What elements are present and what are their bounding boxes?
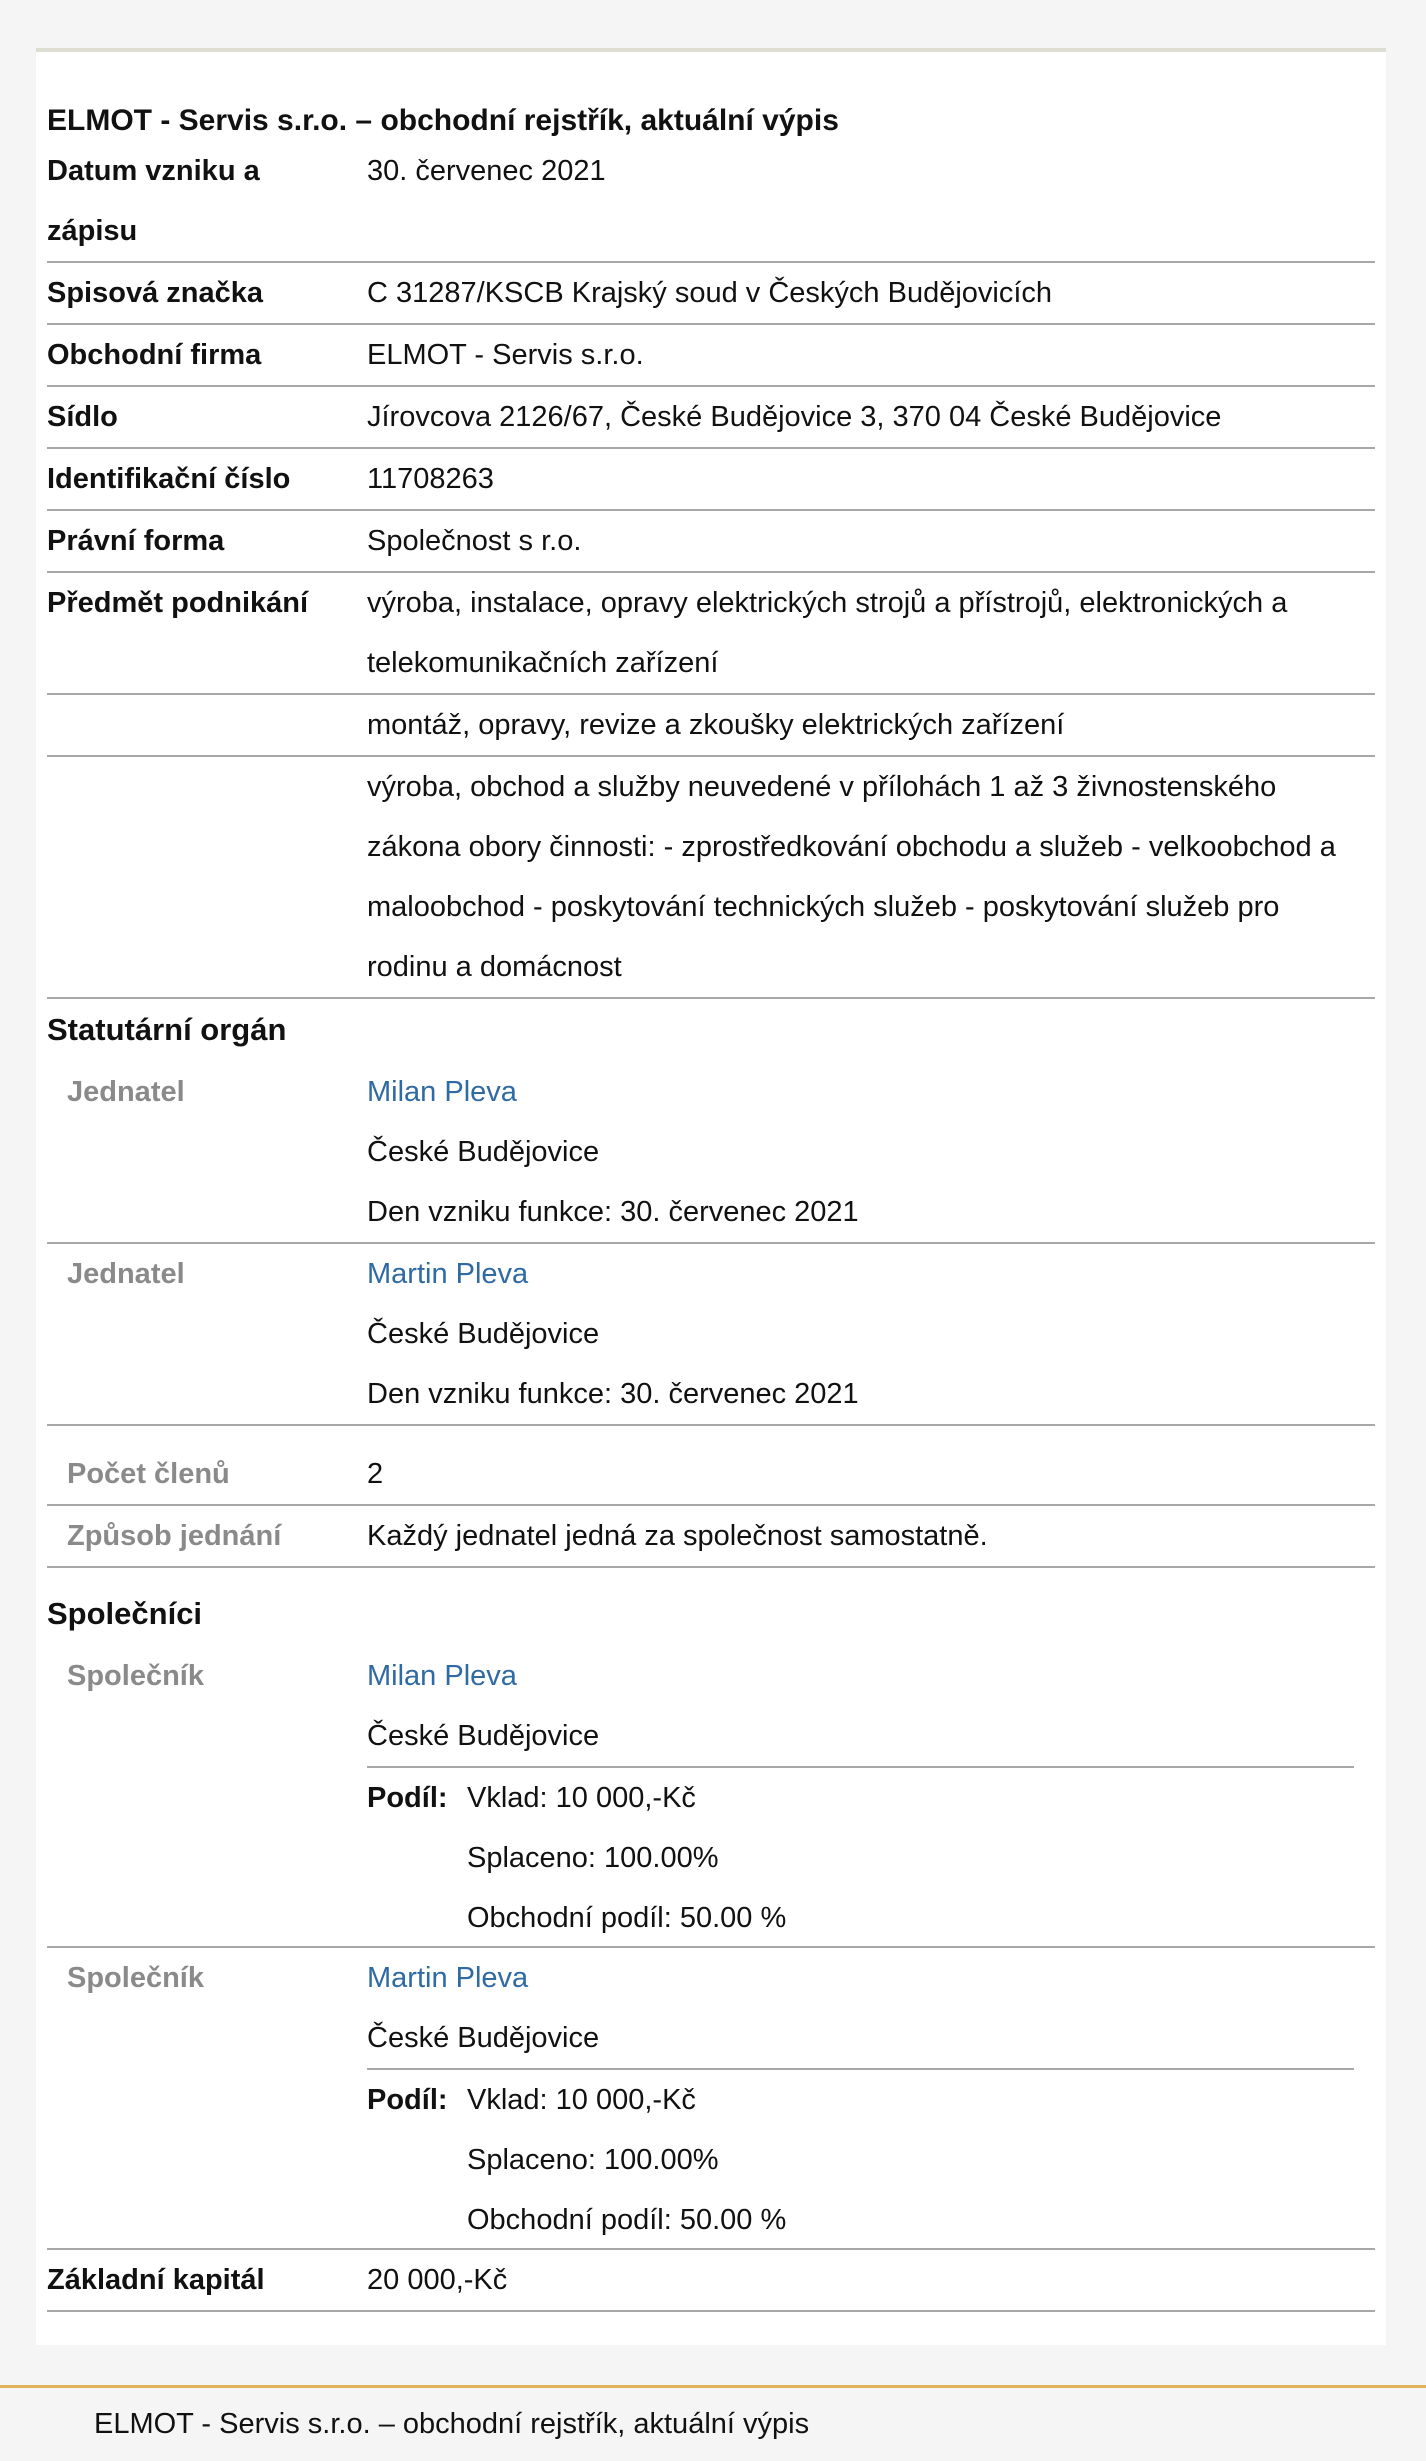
value-jednatel-1 xyxy=(367,1062,1375,1242)
row-pocet-clenu xyxy=(47,1426,1375,1506)
predmet-3-line3: maloobchod - poskytování technických služeb - poskytování služeb pro xyxy=(367,891,1280,923)
spolecnik-2-vklad: Vklad: 10 000,-Kč xyxy=(467,2084,696,2116)
spolecnik-1-obchodni-podil: Obchodní podíl: 50.00 % xyxy=(467,1902,787,1934)
row-jednatel-1 xyxy=(47,1062,1375,1244)
row-pravni-forma xyxy=(47,511,1375,573)
row-identifikacni-cislo xyxy=(47,449,1375,511)
link-spolecnik-2-name[interactable]: Martin Pleva xyxy=(367,1962,529,1994)
footer xyxy=(0,2385,1426,2461)
spolecnik-2-city: České Budějovice xyxy=(367,2022,600,2054)
value-spolecnik-1 xyxy=(367,1646,1375,1766)
row-sidlo xyxy=(47,387,1375,449)
value-zakladni-kapital: 20 000,-Kč xyxy=(367,2264,508,2296)
predmet-2-line1: montáž, opravy, revize a zkoušky elektrických zařízení xyxy=(367,709,1065,741)
predmet-1-line2: telekomunikačních zařízení xyxy=(367,647,719,679)
spolecnik-1-city: České Budějovice xyxy=(367,1720,600,1752)
jednatel-2-city: České Budějovice xyxy=(367,1318,600,1350)
section-title-statutarni-organ: Statutární orgán xyxy=(47,1012,287,1047)
label-predmet-podnikani: Předmět podnikání xyxy=(47,587,309,619)
row-spolecnik-2 xyxy=(47,1948,1375,2250)
label-spolecnik-2: Společník xyxy=(67,1962,204,1994)
row-datum-vzniku xyxy=(47,141,1375,263)
value-predmet-podnikani-2 xyxy=(367,695,1375,755)
label-datum-vzniku-line1: Datum vzniku a xyxy=(47,155,260,187)
label-pocet-clenu: Počet členů xyxy=(67,1458,230,1490)
value-zpusob-jednani: Každý jednatel jedná za společnost samostatně. xyxy=(367,1520,988,1552)
link-jednatel-2-name[interactable]: Martin Pleva xyxy=(367,1258,529,1290)
value-identifikacni-cislo: 11708263 xyxy=(367,463,494,495)
spolecnik-2-share xyxy=(367,2068,1354,2250)
predmet-3-line1: výroba, obchod a služby neuvedené v přílohách 1 až 3 živnostenského xyxy=(367,771,1277,803)
row-predmet-podnikani-3 xyxy=(47,757,1375,999)
value-datum-vzniku: 30. červenec 2021 xyxy=(367,155,606,187)
label-sidlo: Sídlo xyxy=(47,401,118,433)
value-pocet-clenu: 2 xyxy=(367,1458,384,1490)
jednatel-2-since: Den vzniku funkce: 30. červenec 2021 xyxy=(367,1378,859,1410)
predmet-3-line2: zákona obory činnosti: - zprostředkování obchodu a služeb - velkoobchod a xyxy=(367,831,1336,863)
row-spisova-znacka xyxy=(47,263,1375,325)
spolecnik-2-share-label: Podíl: xyxy=(367,2084,448,2116)
label-datum-vzniku-line2: zápisu xyxy=(47,215,138,247)
value-pravni-forma: Společnost s r.o. xyxy=(367,525,582,557)
section-title-spolecnici: Společníci xyxy=(47,1596,203,1631)
link-spolecnik-1-name[interactable]: Milan Pleva xyxy=(367,1660,517,1692)
spolecnik-2-splaceno: Splaceno: 100.00% xyxy=(467,2144,719,2176)
label-pravni-forma: Právní forma xyxy=(47,525,225,557)
label-datum-vzniku xyxy=(47,141,347,261)
row-obchodni-firma xyxy=(47,325,1375,387)
predmet-1-line1: výroba, instalace, opravy elektrických strojů a přístrojů, elektronických a xyxy=(367,587,1288,619)
spolecnik-1-share-label: Podíl: xyxy=(367,1782,448,1814)
row-zpusob-jednani xyxy=(47,1506,1375,1568)
footer-text: ELMOT - Servis s.r.o. – obchodní rejstřík, aktuální výpis xyxy=(94,2408,810,2440)
row-jednatel-2 xyxy=(47,1244,1375,1426)
value-jednatel-2 xyxy=(367,1244,1375,1424)
row-predmet-podnikani-2 xyxy=(47,695,1375,757)
value-sidlo: Jírovcova 2126/67, České Budějovice 3, 370 04 České Budějovice xyxy=(367,401,1222,433)
label-jednatel-1: Jednatel xyxy=(67,1076,185,1108)
value-predmet-podnikani-1 xyxy=(367,573,1375,693)
label-spolecnik-1: Společník xyxy=(67,1660,204,1692)
value-obchodni-firma: ELMOT - Servis s.r.o. xyxy=(367,339,644,371)
register-extract-card xyxy=(36,48,1386,2345)
spolecnik-1-share xyxy=(367,1766,1354,1948)
spolecnik-1-vklad: Vklad: 10 000,-Kč xyxy=(467,1782,696,1814)
label-identifikacni-cislo: Identifikační číslo xyxy=(47,463,291,495)
value-spisova-znacka: C 31287/KSCB Krajský soud v Českých Budějovicích xyxy=(367,277,1053,309)
spolecnik-2-obchodni-podil: Obchodní podíl: 50.00 % xyxy=(467,2204,787,2236)
label-zakladni-kapital: Základní kapitál xyxy=(47,2264,265,2296)
jednatel-1-since: Den vzniku funkce: 30. červenec 2021 xyxy=(367,1196,859,1228)
row-spolecnik-1 xyxy=(47,1646,1375,1948)
label-obchodni-firma: Obchodní firma xyxy=(47,339,262,371)
link-jednatel-1-name[interactable]: Milan Pleva xyxy=(367,1076,517,1108)
page-title: ELMOT - Servis s.r.o. – obchodní rejstřík, aktuální výpis xyxy=(47,104,839,137)
label-spisova-znacka: Spisová značka xyxy=(47,277,263,309)
value-spolecnik-2 xyxy=(367,1948,1375,2068)
row-predmet-podnikani-1 xyxy=(47,573,1375,695)
jednatel-1-city: České Budějovice xyxy=(367,1136,600,1168)
predmet-3-line4: rodinu a domácnost xyxy=(367,951,622,983)
label-jednatel-2: Jednatel xyxy=(67,1258,185,1290)
spolecnik-1-splaceno: Splaceno: 100.00% xyxy=(467,1842,719,1874)
label-zpusob-jednani: Způsob jednání xyxy=(67,1520,282,1552)
row-zakladni-kapital xyxy=(47,2250,1375,2312)
value-predmet-podnikani-3 xyxy=(367,757,1375,997)
